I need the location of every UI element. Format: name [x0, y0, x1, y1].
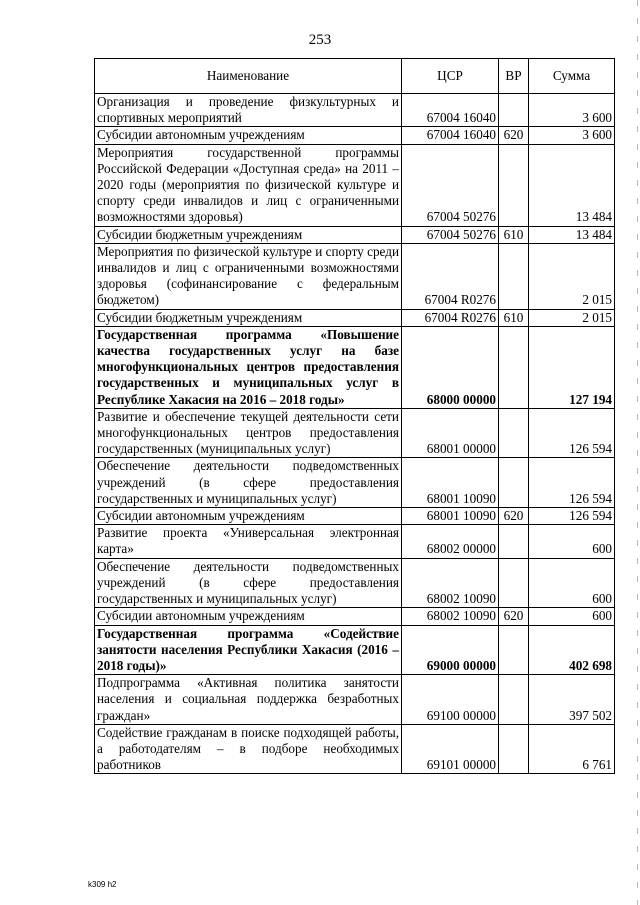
cell-csr: 67004 50276: [402, 226, 499, 243]
cell-csr: 68002 00000: [402, 525, 499, 558]
table-row: [95, 309, 615, 326]
header-sum: Сумма: [529, 59, 615, 94]
cell-vr: [499, 243, 529, 309]
cell-csr: 68001 00000: [402, 408, 499, 458]
cell-vr: 610: [499, 226, 529, 243]
cell-sum: 402 698: [529, 625, 615, 675]
cell-vr: [499, 326, 529, 408]
table-header-row: [95, 59, 615, 94]
cell-vr: 620: [499, 608, 529, 625]
cell-sum: 600: [529, 525, 615, 558]
cell-csr: 67004 16040: [402, 127, 499, 144]
cell-name: Развитие проекта «Универсальная электронная карта»: [95, 525, 402, 558]
table-row: [95, 525, 615, 558]
footer-code: k309 h2: [88, 880, 117, 889]
table-row: [95, 625, 615, 675]
margin-rule: [637, 0, 638, 905]
cell-name: Обеспечение деятельности подведомственных учреждений (в сфере предоставления государственных и муниципальных услуг): [95, 458, 402, 508]
cell-sum: 3 600: [529, 127, 615, 144]
cell-sum: 126 594: [529, 508, 615, 525]
cell-name: Содействие гражданам в поиске подходящей работы, а работодателям – в подборе необходимых работников: [95, 724, 402, 774]
cell-vr: 610: [499, 309, 529, 326]
table-row: [95, 127, 615, 144]
cell-name: Мероприятия по физической культуре и спорту среди инвалидов и лиц с ограниченными возможностями здоровья (софинансирование с федеральным бюджетом): [95, 243, 402, 309]
cell-csr: 67004 R0276: [402, 309, 499, 326]
cell-sum: 2 015: [529, 243, 615, 309]
cell-sum: 126 594: [529, 458, 615, 508]
table-row: [95, 724, 615, 774]
cell-sum: 2 015: [529, 309, 615, 326]
cell-csr: 68000 00000: [402, 326, 499, 408]
cell-csr: 69101 00000: [402, 724, 499, 774]
cell-sum: 13 484: [529, 144, 615, 226]
cell-name: Субсидии автономным учреждениям: [95, 127, 402, 144]
table-row: [95, 243, 615, 309]
cell-name: Субсидии автономным учреждениям: [95, 508, 402, 525]
cell-csr: 68002 10090: [402, 558, 499, 608]
cell-vr: [499, 675, 529, 725]
cell-sum: 600: [529, 608, 615, 625]
cell-csr: 69100 00000: [402, 675, 499, 725]
cell-csr: 68002 10090: [402, 608, 499, 625]
cell-vr: [499, 558, 529, 608]
cell-name: Организация и проведение физкультурных и спортивных мероприятий: [95, 94, 402, 127]
cell-vr: [499, 724, 529, 774]
table-row: [95, 508, 615, 525]
cell-vr: 620: [499, 127, 529, 144]
header-vr: ВР: [499, 59, 529, 94]
cell-name: Государственная программа «Содействие занятости населения Республики Хакасия (2016 – 2018 годы)»: [95, 625, 402, 675]
header-csr: ЦСР: [402, 59, 499, 94]
cell-csr: 67004 R0276: [402, 243, 499, 309]
cell-name: Мероприятия государственной программы Российской Федерации «Доступная среда» на 2011 – 2020 годы (мероприятия по физической культуре и спорту среди инвалидов и лиц с ограниченными возможностями здоровья): [95, 144, 402, 226]
table-row: [95, 326, 615, 408]
cell-name: Развитие и обеспечение текущей деятельности сети многофункциональных центров предоставления государственных (муниципальных услуг): [95, 408, 402, 458]
cell-vr: [499, 94, 529, 127]
cell-sum: 13 484: [529, 226, 615, 243]
cell-vr: [499, 525, 529, 558]
cell-name: Обеспечение деятельности подведомственных учреждений (в сфере предоставления государственных и муниципальных услуг): [95, 558, 402, 608]
header-name: Наименование: [95, 59, 402, 94]
table-row: [95, 94, 615, 127]
cell-csr: 68001 10090: [402, 458, 499, 508]
cell-csr: 67004 50276: [402, 144, 499, 226]
cell-sum: 600: [529, 558, 615, 608]
cell-vr: [499, 458, 529, 508]
cell-csr: 67004 16040: [402, 94, 499, 127]
table-row: [95, 608, 615, 625]
cell-vr: [499, 144, 529, 226]
table-row: [95, 675, 615, 725]
cell-vr: [499, 408, 529, 458]
page-number: 253: [308, 32, 332, 48]
table-body: [95, 94, 615, 774]
cell-sum: 397 502: [529, 675, 615, 725]
cell-sum: 127 194: [529, 326, 615, 408]
cell-sum: 126 594: [529, 408, 615, 458]
table-row: [95, 458, 615, 508]
cell-vr: [499, 625, 529, 675]
budget-table: [94, 58, 615, 774]
cell-name: Субсидии бюджетным учреждениям: [95, 309, 402, 326]
cell-name: Подпрограмма «Активная политика занятости населения и социальная поддержка безработных граждан»: [95, 675, 402, 725]
cell-csr: 68001 10090: [402, 508, 499, 525]
cell-name: Субсидии бюджетным учреждениям: [95, 226, 402, 243]
cell-name: Субсидии автономным учреждениям: [95, 608, 402, 625]
table-row: [95, 144, 615, 226]
cell-name: Государственная программа «Повышение качества государственных услуг на базе многофункциональных центров предоставления государственных и муниципальных услуг в Республике Хакасия на 2016 – 2018 годы»: [95, 326, 402, 408]
cell-sum: 3 600: [529, 94, 615, 127]
table-row: [95, 408, 615, 458]
table-row: [95, 226, 615, 243]
table-row: [95, 558, 615, 608]
cell-sum: 6 761: [529, 724, 615, 774]
cell-vr: 620: [499, 508, 529, 525]
cell-csr: 69000 00000: [402, 625, 499, 675]
